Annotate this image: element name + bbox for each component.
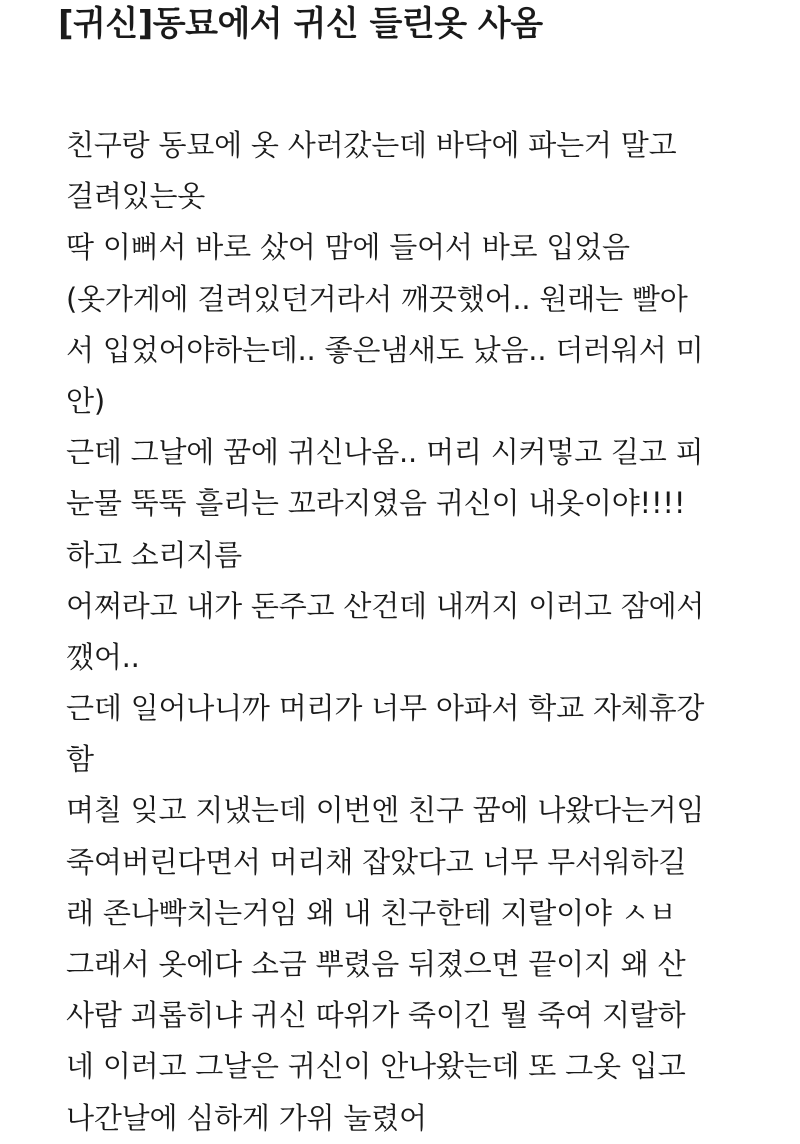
body-line: 그래서 옷에다 소금 뿌렸음 뒤졌으면 끝이지 왜 산: [66, 947, 686, 981]
body-line: 깼어..: [66, 639, 140, 674]
body-line: 근데 일어나니까 머리가 너무 아파서 학교 자체휴강: [66, 691, 705, 726]
body-line: 눈물 뚝뚝 흘리는 꼬라지였음 귀신이 내옷이야!!!!: [66, 486, 686, 521]
body-line: 서 입었어야하는데.. 좋은냄새도 났음.. 더러워서 미: [66, 332, 704, 367]
body-line: 네 이러고 그날은 귀신이 안나왔는데 또 그옷 입고: [66, 1049, 686, 1084]
body-line: 죽여버린다면서 머리채 잡았다고 너무 무서워하길: [66, 844, 687, 879]
body-line: 사람 괴롭히냐 귀신 따위가 죽이긴 뭘 죽여 지랄하: [66, 998, 686, 1033]
body-line: 안): [66, 383, 105, 418]
body-line: 근데 그날에 꿈에 귀신나옴.. 머리 시커멓고 길고 피: [66, 435, 704, 470]
post-body: [66, 120, 766, 1144]
body-line: 래 존나빡치는거임 왜 내 친구한테 지랄이야 ㅅㅂ: [66, 895, 677, 930]
body-line: 딱 이뻐서 바로 샀어 맘에 들어서 바로 입었음: [66, 230, 630, 265]
body-line: 친구랑 동묘에 옷 사러갔는데 바닥에 파는거 말고: [66, 128, 677, 162]
body-line: 나간날에 심하게 가위 눌렸어: [66, 1100, 427, 1135]
body-line: 걸려있는옷: [66, 179, 206, 214]
post-title: [귀신]동묘에서 귀신 들린옷 사옴: [58, 4, 543, 44]
body-line: 함: [66, 742, 94, 777]
body-line: 하고 소리지름: [66, 537, 242, 572]
body-line: 어쩌라고 내가 돈주고 산건데 내꺼지 이러고 잠에서: [66, 588, 705, 623]
body-line: 며칠 잊고 지냈는데 이번엔 친구 꿈에 나왔다는거임: [66, 793, 705, 828]
body-line: (옷가게에 걸려있던거라서 깨끗했어.. 원래는 빨아: [66, 281, 688, 316]
